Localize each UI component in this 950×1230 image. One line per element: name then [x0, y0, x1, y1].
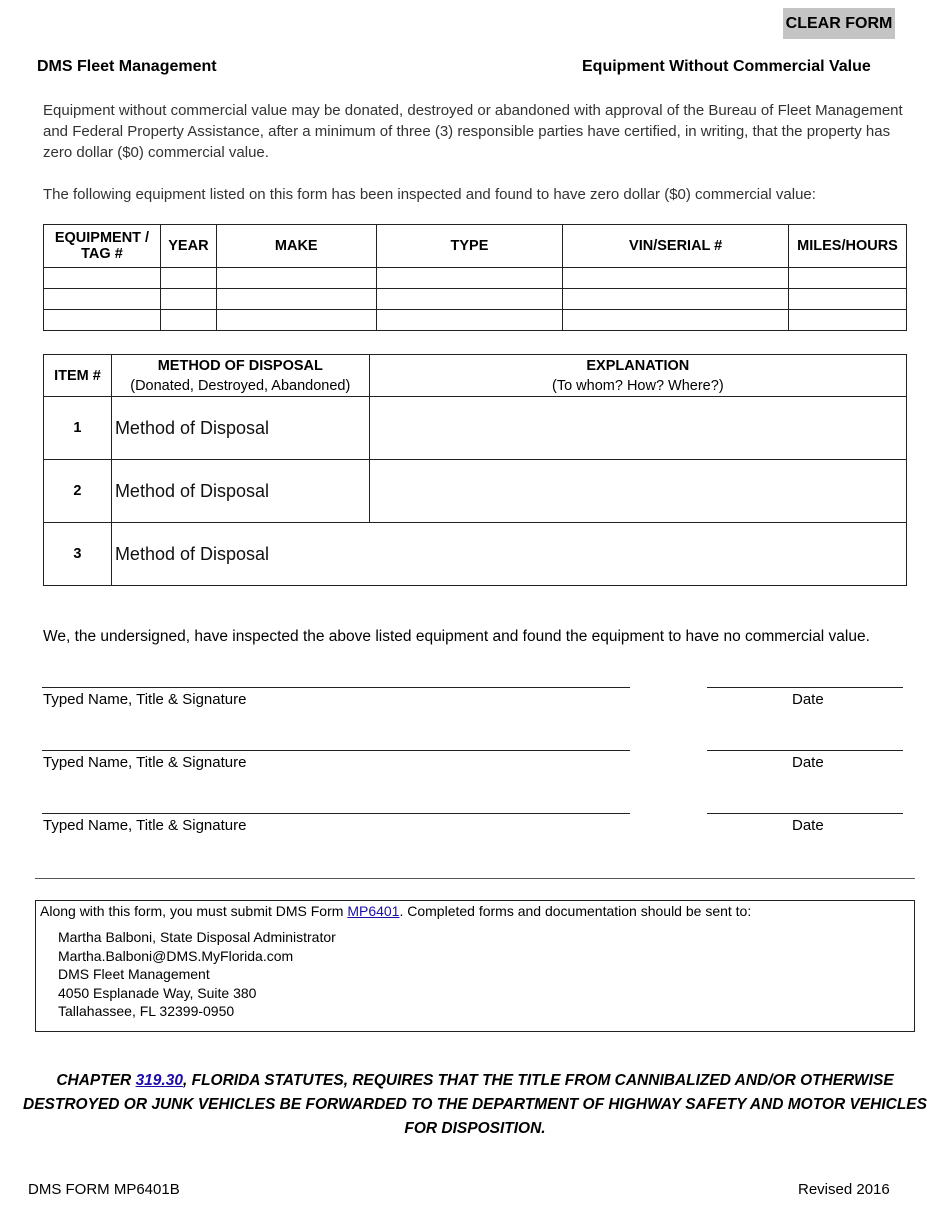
org-title: DMS Fleet Management	[37, 58, 217, 75]
signature-line[interactable]	[42, 813, 630, 814]
address-line: Martha.Balboni@DMS.MyFlorida.com	[58, 947, 294, 964]
section-divider	[35, 878, 915, 879]
make-field[interactable]	[216, 289, 376, 310]
date-label: Date	[792, 754, 824, 771]
statute-prefix: CHAPTER	[56, 1072, 136, 1089]
type-field[interactable]	[376, 289, 563, 310]
statute-text: , FLORIDA STATUTES, REQUIRES THAT THE TITLE FROM CANNIBALIZED AND/OR OTHERWISE DESTROYED OR JUNK VEHICLES BE FORWARDED TO THE DEPARTMENT OF HIGHWAY SAFETY AND MOTOR VEHICLES FOR DISPOSITION.	[23, 1072, 927, 1137]
item-number: 2	[44, 460, 112, 523]
equipment-tag-field[interactable]	[44, 310, 161, 331]
col-header-make: MAKE	[216, 225, 376, 268]
miles-hours-field[interactable]	[788, 268, 906, 289]
date-line[interactable]	[707, 750, 903, 751]
method-header-subtitle: (Donated, Destroyed, Abandoned)	[130, 377, 351, 394]
submission-info-box	[35, 900, 915, 1032]
explanation-field[interactable]	[369, 523, 906, 586]
date-line[interactable]	[707, 813, 903, 814]
method-of-disposal-select[interactable]: Method of Disposal	[111, 460, 369, 523]
equipment-table	[43, 224, 907, 331]
equipment-tag-field[interactable]	[44, 289, 161, 310]
mp6401-link[interactable]: MP6401	[347, 903, 400, 919]
item-number: 3	[44, 523, 112, 586]
submission-text-after: . Completed forms and documentation should be sent to:	[399, 903, 752, 919]
statute-notice	[20, 1069, 930, 1141]
miles-hours-field[interactable]	[788, 289, 906, 310]
form-number: DMS FORM MP6401B	[28, 1181, 180, 1198]
signature-label: Typed Name, Title & Signature	[43, 754, 247, 771]
signature-label: Typed Name, Title & Signature	[43, 691, 247, 708]
make-field[interactable]	[216, 268, 376, 289]
intro-paragraph: Equipment without commercial value may be donated, destroyed or abandoned with approval of the Bureau of Fleet Management and Federal Property Assistance, after a minimum of three (3) responsible parties have certified, in writing, that the property has zero dollar ($0) commercial value.	[43, 102, 903, 161]
vin-serial-field[interactable]	[563, 268, 789, 289]
date-label: Date	[792, 817, 824, 834]
item-number: 1	[44, 397, 112, 460]
col-header-vin-serial: VIN/SERIAL #	[563, 225, 789, 268]
table-row	[44, 289, 907, 310]
table-row	[44, 268, 907, 289]
method-of-disposal-select[interactable]: Method of Disposal	[111, 523, 369, 586]
date-label: Date	[792, 691, 824, 708]
explanation-field[interactable]	[369, 460, 906, 523]
col-header-year: YEAR	[160, 225, 216, 268]
signature-label: Typed Name, Title & Signature	[43, 817, 247, 834]
revision-date: Revised 2016	[798, 1181, 890, 1198]
table-row	[44, 523, 907, 586]
explanation-header-title: EXPLANATION	[586, 357, 690, 374]
address-line: 4050 Esplanade Way, Suite 380	[58, 984, 257, 1001]
year-field[interactable]	[160, 310, 216, 331]
table-row	[44, 310, 907, 331]
table-row	[44, 460, 907, 523]
method-header-title: METHOD OF DISPOSAL	[157, 357, 323, 374]
address-line: DMS Fleet Management	[58, 966, 210, 982]
col-header-miles-hours: MILES/HOURS	[788, 225, 906, 268]
equipment-tag-field[interactable]	[44, 268, 161, 289]
address-line: Tallahassee, FL 32399-0950	[58, 1003, 235, 1019]
mailing-address	[58, 928, 336, 1021]
vin-serial-field[interactable]	[563, 289, 789, 310]
type-field[interactable]	[376, 310, 563, 331]
statute-319-30-link[interactable]: 319.30	[135, 1072, 183, 1089]
method-of-disposal-select[interactable]: Method of Disposal	[111, 397, 369, 460]
year-field[interactable]	[160, 268, 216, 289]
type-field[interactable]	[376, 268, 563, 289]
make-field[interactable]	[216, 310, 376, 331]
vin-serial-field[interactable]	[563, 310, 789, 331]
explanation-field[interactable]	[369, 397, 906, 460]
submission-instructions	[40, 903, 751, 919]
explanation-header-subtitle: (To whom? How? Where?)	[552, 377, 724, 394]
col-header-method	[111, 355, 369, 397]
table-row	[44, 397, 907, 460]
clear-form-button[interactable]: CLEAR FORM	[783, 8, 895, 39]
col-header-explanation	[369, 355, 906, 397]
date-line[interactable]	[707, 687, 903, 688]
disposal-table	[43, 354, 907, 586]
submission-text-before: Along with this form, you must submit DMS Form	[40, 903, 348, 919]
certification-statement: We, the undersigned, have inspected the above listed equipment and found the equipment to have no commercial value.	[43, 628, 870, 645]
inspection-statement: The following equipment listed on this form has been inspected and found to have zero dollar ($0) commercial value:	[43, 186, 816, 203]
col-header-item: ITEM #	[44, 355, 112, 397]
year-field[interactable]	[160, 289, 216, 310]
signature-line[interactable]	[42, 750, 630, 751]
col-header-type: TYPE	[376, 225, 563, 268]
miles-hours-field[interactable]	[788, 310, 906, 331]
signature-line[interactable]	[42, 687, 630, 688]
form-title: Equipment Without Commercial Value	[582, 58, 871, 75]
address-line: Martha Balboni, State Disposal Administrator	[58, 929, 336, 945]
col-header-equipment-tag: EQUIPMENT / TAG #	[44, 225, 161, 268]
